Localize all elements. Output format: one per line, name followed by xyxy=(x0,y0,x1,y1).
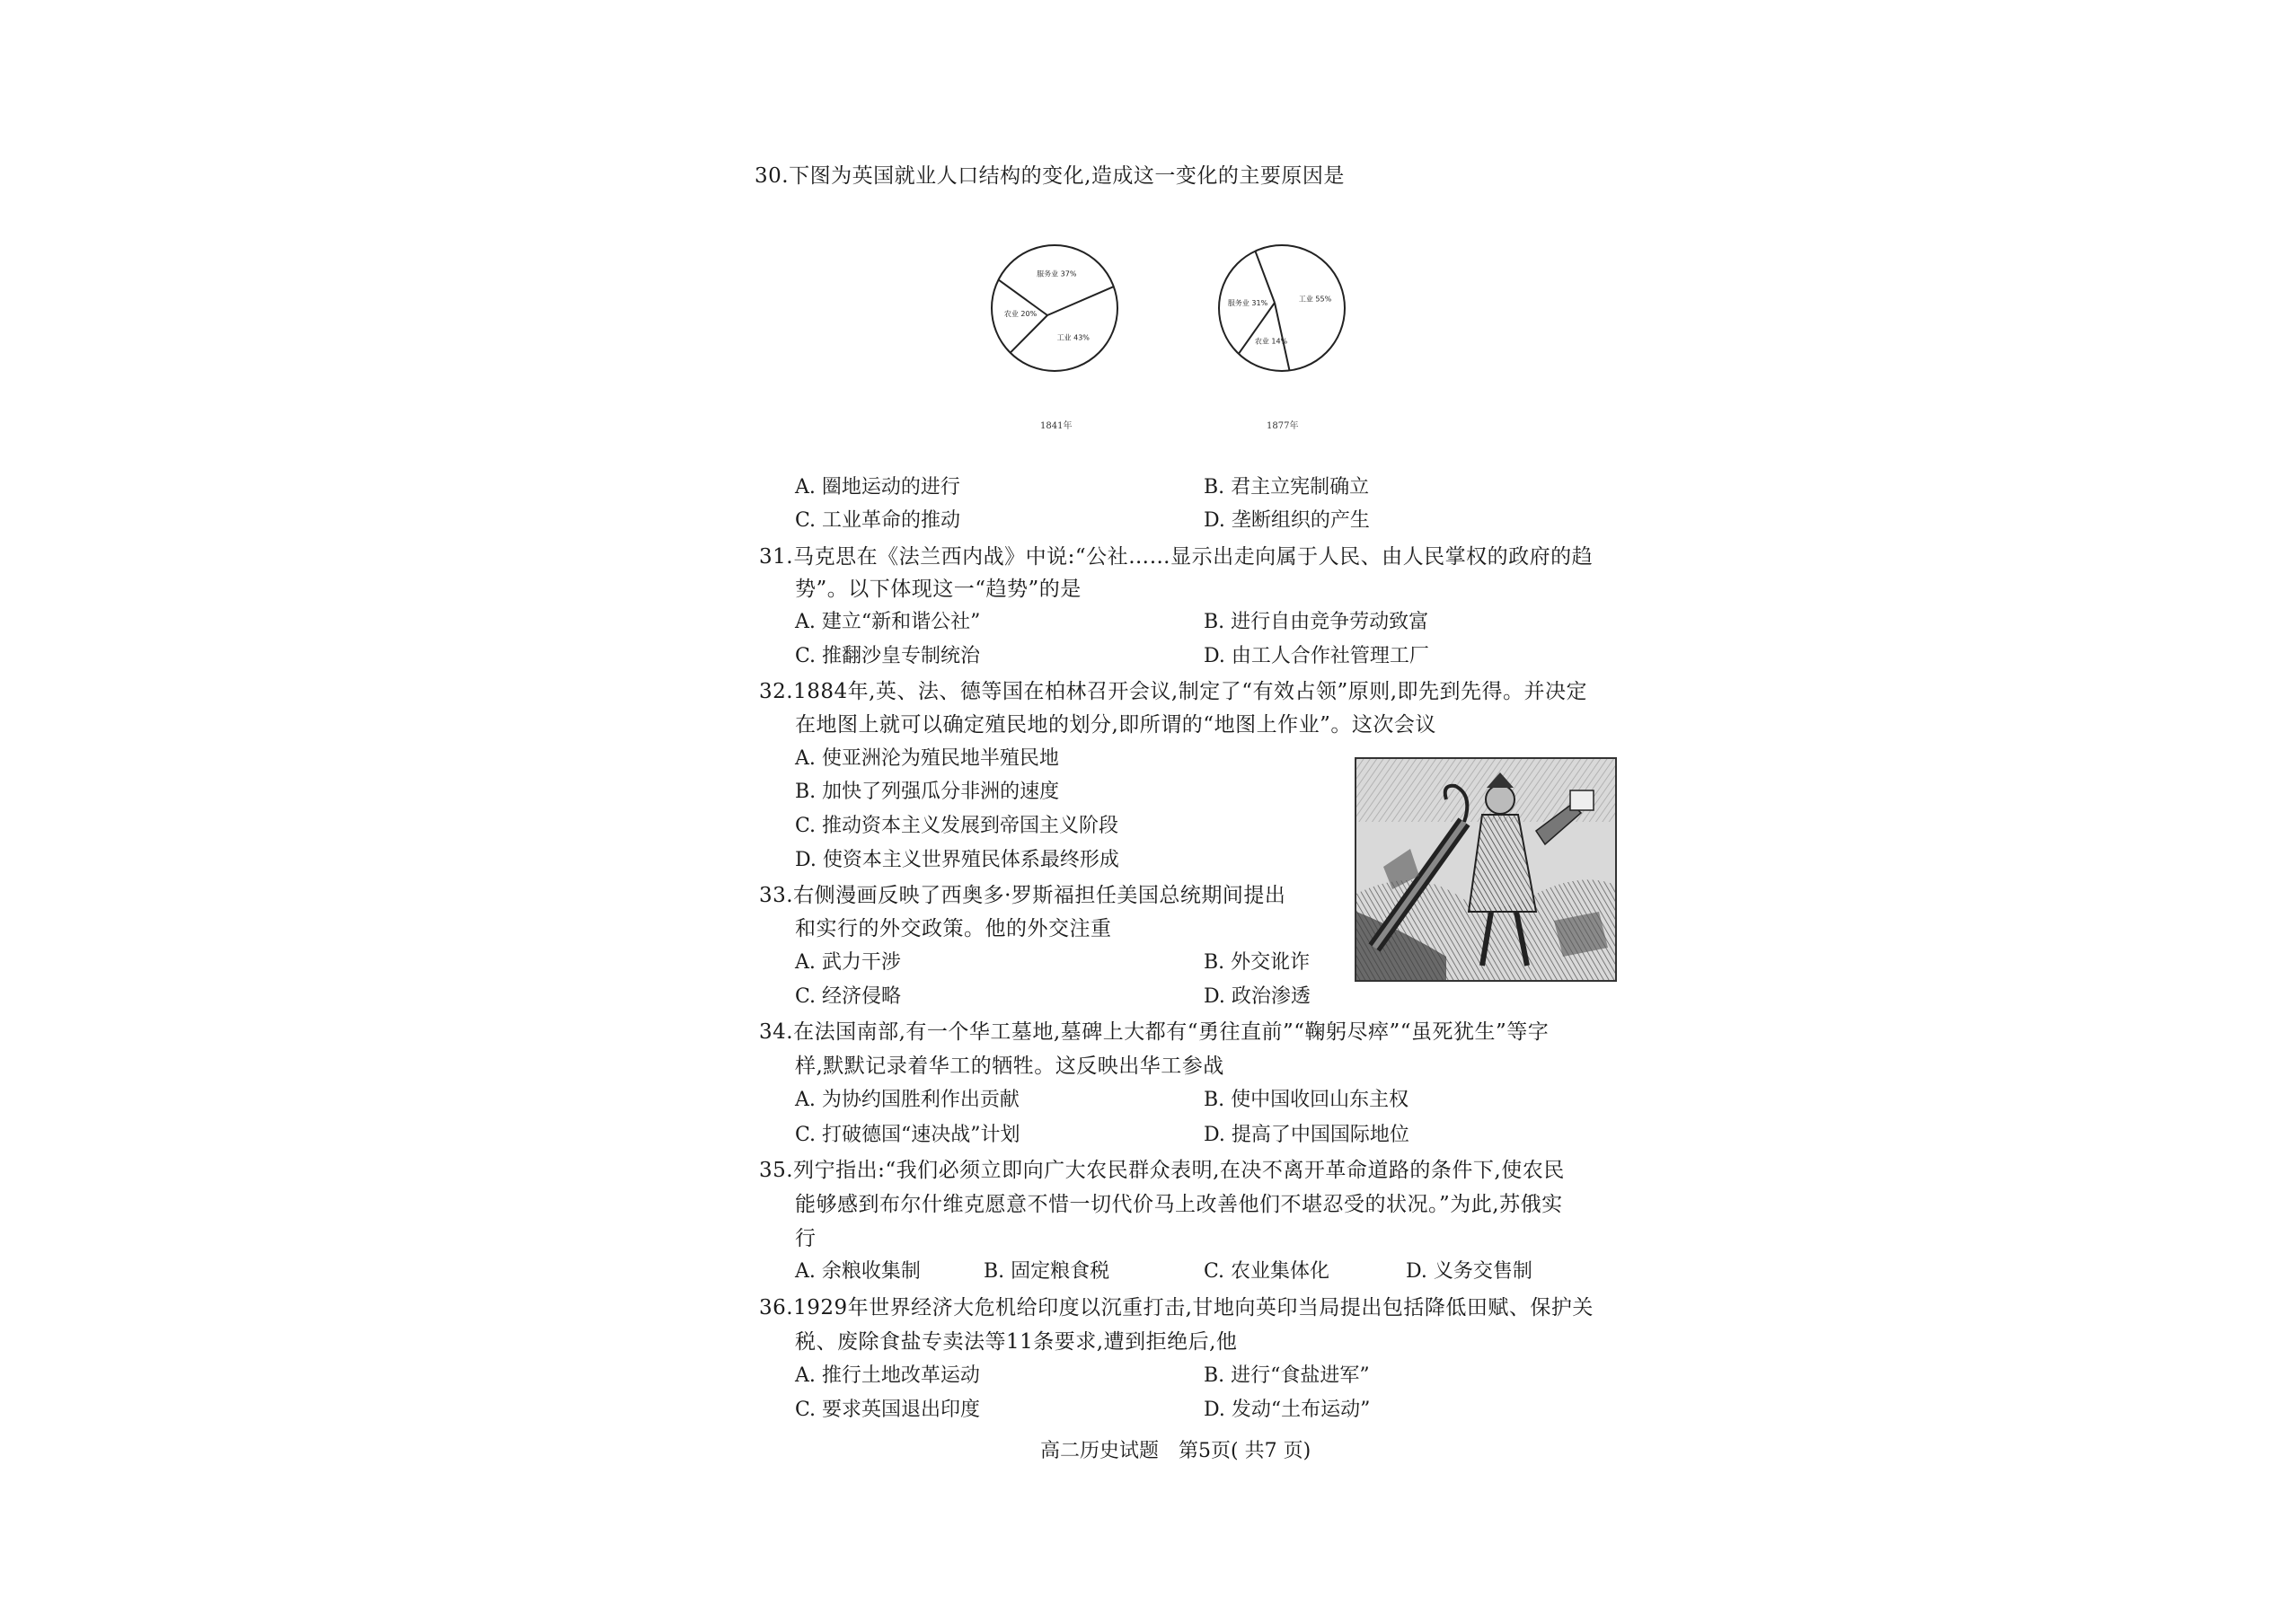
q35-stem-line3: 行 xyxy=(795,1227,817,1250)
q31-option-c: C. 推翻沙皇专制统治 xyxy=(795,645,981,667)
pie-title-1841: 1841年 xyxy=(1040,421,1073,431)
q34-option-a: A. 为协约国胜利作出贡献 xyxy=(795,1089,1020,1111)
q36-option-a: A. 推行土地改革运动 xyxy=(795,1364,980,1387)
pie-slice-label-工业: 工业 43% xyxy=(1056,333,1090,342)
q35-stem-line1: 35.列宁指出:“我们必须立即向广大农民群众表明,在决不离开革命道路的条件下,使农民 xyxy=(759,1159,1565,1182)
q34-option-c: C. 打破德国“速决战”计划 xyxy=(795,1124,1020,1146)
q31-stem-line1: 31.马克思在《法兰西内战》中说:“公社……显示出走向属于人民、由人民掌权的政府的趋 xyxy=(759,545,1594,569)
q36-option-b: B. 进行“食盐进军” xyxy=(1204,1364,1370,1387)
q32-option-a: A. 使亚洲沦为殖民地半殖民地 xyxy=(795,747,1059,770)
q30-option-b: B. 君主立宪制确立 xyxy=(1204,476,1370,499)
q33-stem-line1: 33.右侧漫画反映了西奥多·罗斯福担任美国总统期间提出 xyxy=(759,884,1286,907)
q33-option-b: B. 外交讹诈 xyxy=(1204,951,1311,974)
pie-slice-label-农业: 农业 14% xyxy=(1254,337,1288,346)
q33-option-d: D. 政治渗透 xyxy=(1204,985,1311,1008)
q35-option-b: B. 固定粮食税 xyxy=(984,1260,1110,1283)
pie-slice-label-服务业: 服务业 31% xyxy=(1227,298,1268,307)
q36-option-d: D. 发动“土布运动” xyxy=(1204,1399,1371,1421)
pie-slice-label-农业: 农业 20% xyxy=(1003,310,1038,319)
page-footer: 高二历史试题 第5页( 共7 页) xyxy=(1040,1440,1311,1462)
q35-option-c: C. 农业集体化 xyxy=(1204,1260,1330,1283)
q36-stem-line1: 36.1929年世界经济大危机给印度以沉重打击,甘地向英印当局提出包括降低田赋、保护关 xyxy=(759,1296,1594,1320)
q31-option-d: D. 由工人合作社管理工厂 xyxy=(1204,645,1429,667)
q32-option-c: C. 推动资本主义发展到帝国主义阶段 xyxy=(795,815,1119,837)
q31-option-b: B. 进行自由竞争劳动致富 xyxy=(1204,611,1429,633)
q36-option-c: C. 要求英国退出印度 xyxy=(795,1399,981,1421)
pie-svg-1841 xyxy=(983,209,1126,416)
q33-option-a: A. 武力干涉 xyxy=(795,951,901,974)
q30-option-c: C. 工业革命的推动 xyxy=(795,509,961,532)
q34-stem-line2: 样,默默记录着华工的牺牲。这反映出华工参战 xyxy=(795,1055,1224,1078)
q35-stem-line2: 能够感到布尔什维克愿意不惜一切代价马上改善他们不堪忍受的状况。”为此,苏俄实 xyxy=(795,1193,1563,1216)
pie-slice-label-服务业: 服务业 37% xyxy=(1037,269,1077,278)
q32-option-d: D. 使资本主义世界殖民体系最终形成 xyxy=(795,849,1119,871)
pie-chart-1877 xyxy=(1210,209,1354,419)
q35-option-a: A. 余粮收集制 xyxy=(795,1260,921,1283)
pie-outline xyxy=(1219,245,1345,371)
roosevelt-cartoon-image xyxy=(1355,757,1617,982)
pie-title-1877: 1877年 xyxy=(1267,421,1299,431)
q34-stem-line1: 34.在法国南部,有一个华工墓地,墓碑上大都有“勇往直前”“鞠躬尽瘁”“虽死犹生”等字 xyxy=(759,1020,1550,1044)
q31-option-a: A. 建立“新和谐公社” xyxy=(795,611,981,633)
q31-stem-line2: 势”。以下体现这一“趋势”的是 xyxy=(795,578,1082,601)
pie-chart-1841 xyxy=(983,209,1126,419)
q30-option-d: D. 垄断组织的产生 xyxy=(1204,509,1370,532)
cartoon-drawing xyxy=(1356,759,1615,980)
q32-option-b: B. 加快了列强瓜分非洲的速度 xyxy=(795,781,1060,803)
pie-svg-1877 xyxy=(1210,209,1354,416)
q33-stem-line2: 和实行的外交政策。他的外交注重 xyxy=(795,917,1112,940)
q34-option-d: D. 提高了中国国际地位 xyxy=(1204,1124,1409,1146)
q30-option-a: A. 圈地运动的进行 xyxy=(795,476,960,499)
q35-option-d: D. 义务交售制 xyxy=(1406,1260,1532,1283)
q32-stem-line1: 32.1884年,英、法、德等国在柏林召开会议,制定了“有效占领”原则,即先到先得。并决定 xyxy=(759,680,1588,703)
pie-slice-label-工业: 工业 55% xyxy=(1298,295,1332,304)
q32-stem-line2: 在地图上就可以确定殖民地的划分,即所谓的“地图上作业”。这次会议 xyxy=(795,713,1436,737)
q33-option-c: C. 经济侵略 xyxy=(795,985,902,1008)
q30-stem: 30.下图为英国就业人口结构的变化,造成这一变化的主要原因是 xyxy=(755,164,1345,188)
q34-option-b: B. 使中国收回山东主权 xyxy=(1204,1089,1409,1111)
q36-stem-line2: 税、废除食盐专卖法等11条要求,遭到拒绝后,他 xyxy=(795,1330,1238,1354)
